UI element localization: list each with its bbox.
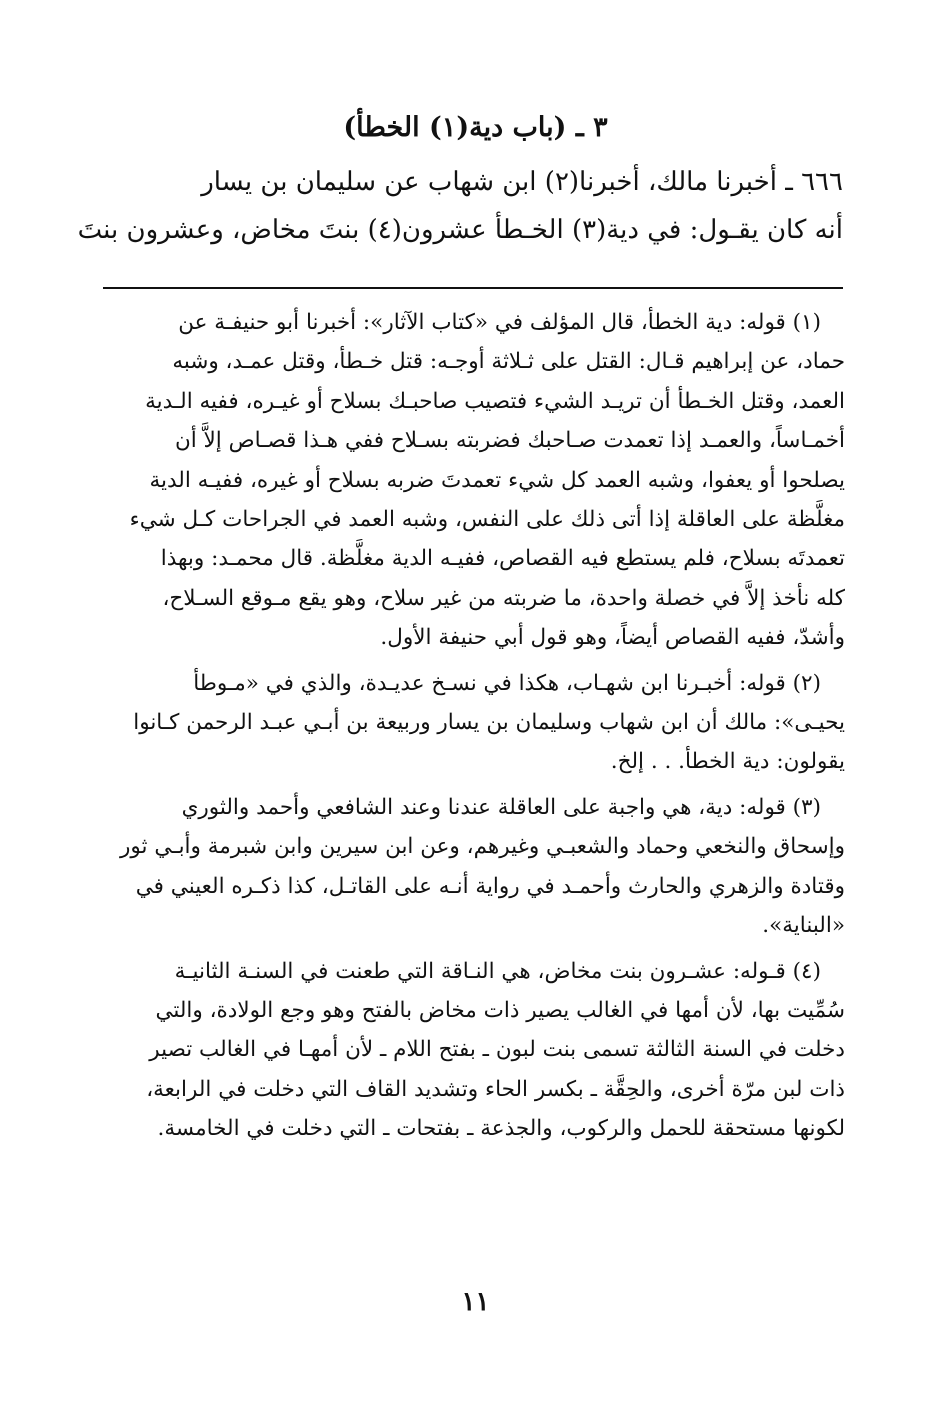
footnote-line: (٢) قوله: أخبـرنا ابن شهـاب، هكذا في نسـخ عديـدة، والذي في «مـوطأ [193, 670, 821, 696]
main-text-line: ٦٦٦ ـ أخبرنا مالك، أخبرنا(٢) ابن شهاب عن سليمان بن يسار [201, 167, 843, 197]
footnote-line: (١) قوله: دية الخطأ، قال المؤلف في «كتاب الآثار»: أخبرنا أبو حنيفـة عن [178, 310, 821, 335]
footnote-line: لكونها مستحقة للحمل والركوب، والجذعة ـ بفتحات ـ التي دخلت في الخامسة. [157, 1116, 845, 1142]
footnote-line: يحيـى»: مالك أن ابن شهاب وسليمان بن يسار وربيعة بن أبـي عبـد الرحمن كـانوا [133, 710, 845, 736]
footnote-line: وإسحاق والنخعي وحماد والشعبـي وغيرهم، وعن ابن سيرين وابن شبرمة وأبـي ثور [120, 834, 845, 860]
footnote-line: وأشدّ، ففيه القصاص أيضاً، وهو قول أبي حنيفة الأول. [380, 625, 845, 651]
footnote-line: «البناية». [762, 913, 845, 939]
footnote-line: (٤) قـوله: عشـرون بنت مخاض، هي النـاقة التي طعنت في السنـة الثانيـة [174, 958, 821, 984]
main-text [77, 158, 843, 254]
footnote-line: يصلحوا أو يعفوا، وشبه العمد كل شيء تعمدتَ ضربه بسلاح أو غيره، ففيـه الدية [149, 467, 845, 493]
footnote-line: كله نأخذ إلاَّ في خصلة واحدة، ما ضربته من غير سلاح، وهو يقع مـوقع السـلاح، [162, 585, 845, 611]
footnote-4 [103, 952, 845, 1149]
footnote-line: تعمدتَه بسلاح، فلم يستطع فيه القصاص، ففيـه الدية مغلَّظة. قال محمـد: وبهذا [160, 546, 845, 572]
footnote-line: ذات لبن مرّة أخرى، والحِقَّة ـ بكسر الحاء وتشديد القاف التي دخلت في الرابعة، [146, 1076, 845, 1102]
main-text-line: أنه كان يقـول: في دية(٣) الخـطأ عشرون(٤) بنتَ مخاض، وعشرون بنتَ [77, 215, 843, 245]
footnote-separator [103, 287, 843, 289]
footnote-line: حماد، عن إبراهيم قـال: القتل على ثـلاثة أوجـه: قتل خـطأ، وقتل عمـد، وشبه [172, 349, 845, 375]
footnote-line: يقولون: دية الخطأ. . . إلخ. [610, 749, 845, 775]
chapter-title: ٣ ـ (باب دية(١) الخطأ) [343, 112, 608, 143]
footnote-line: دخلت في السنة الثالثة تسمى بنت لبون ـ بفتح اللام ـ لأن أمهـا في الغالب تصير [149, 1037, 845, 1063]
footnote-line: العمد، وقتل الخـطأ أن تريـد الشيء فتصيب صاحبـك بسلاح أو غيـره، ففيه الـدية [145, 388, 845, 414]
footnote-line: مغلَّظة على العاقلة إذا أتى ذلك على النفس، وشبه العمد في الجراحات كـل شيء [129, 507, 845, 533]
footnote-line: سُمِّيت بها، لأن أمها في الغالب يصير ذات مخاض بالفتح وهو وجع الولادة، والتي [155, 997, 845, 1023]
footnote-1 [103, 303, 845, 658]
footnote-line: وقتادة والزهري والحارث وأحمـد في رواية أنـه على القاتـل، كذا ذكـره العيني في [135, 873, 845, 899]
footnote-line: (٣) قوله: دية، هي واجبة على العاقلة عندنا وعند الشافعي وأحمد والثوري [181, 794, 821, 820]
footnote-2 [103, 664, 845, 782]
footnotes [103, 303, 845, 1155]
footnote-line: أخمـاساً، والعمـد إذا تعمدت صـاحبك فضربته بسـلاح ففي هـذا قصـاص إلاَّ أن [174, 428, 845, 454]
page-number: ١١ [461, 1287, 490, 1317]
footnote-3 [103, 788, 845, 946]
